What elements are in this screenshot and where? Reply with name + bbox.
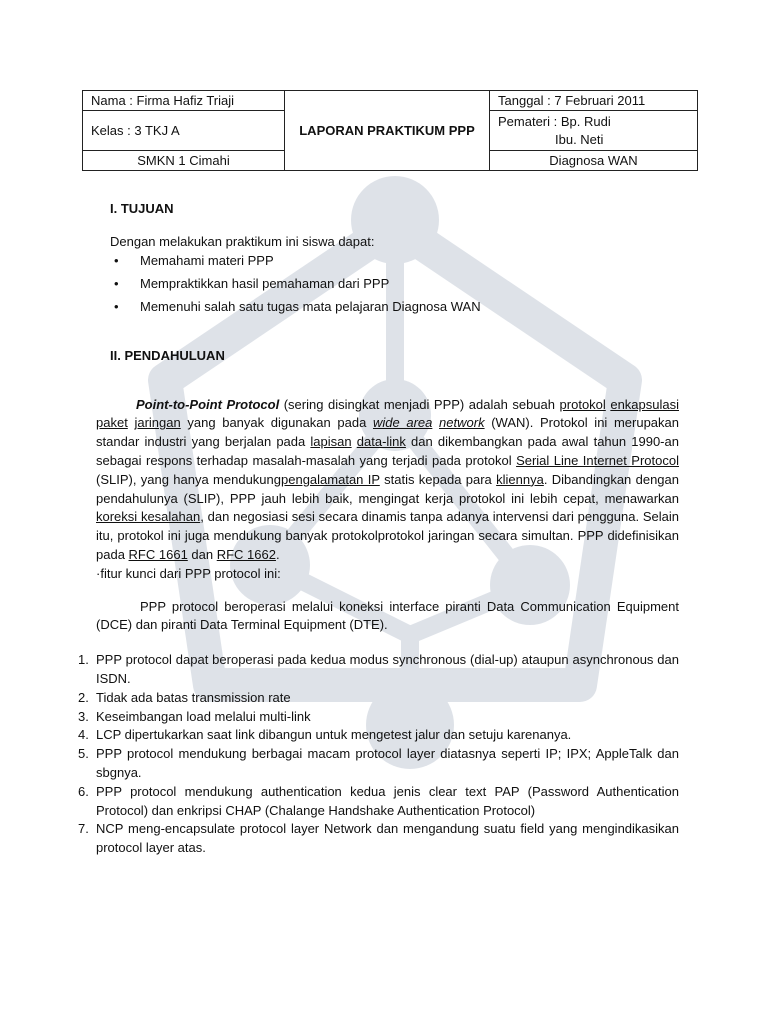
report-date: Tanggal : 7 Februari 2011 xyxy=(490,91,698,111)
pendahuluan-paragraph-1: Point-to-Point Protocol (sering disingkat menjadi PPP) adalah sebuah protokol enkapsulasi paket jaringan yang banyak digunakan pada wide area network (WAN). Protokol ini merupakan standar industri yang berjalan pada lapisan data-link dan dikembangkan pada awal tahun 1990-an sebagai respons terhadap masalah-masalah yang terjadi pada protokol Serial Line Internet Protocol (SLIP), yang hanya mendukungpengalamatan IP statis kepada para kliennya. Dibandingkan dengan pendahulunya (SLIP), PPP jauh lebih baik, mengingat kerja protokol ini lebih cepat, menawarkan koreksi kesalahan, dan negosiasi sesi secara dinamis tanpa adanya intervensi dari pengguna. Selain itu, protokol ini juga mendukung banyak protokolprotokol jaringan secara simultan. PPP didefinisikan pada RFC 1661 dan RFC 1662. ·fitur kunci dari PPP protocol ini: xyxy=(96,396,680,581)
link-data-link[interactable]: data-link xyxy=(356,434,406,450)
list-item-text: Memenuhi salah satu tugas mata pelajaran Diagnosa WAN xyxy=(140,298,481,314)
list-item: 5. PPP protocol mendukung berbagai macam protocol layer diatasnya seperti IP; IPX; AppleTalk dan sbgnya. xyxy=(78,746,679,780)
list-item-text: Memahami materi PPP xyxy=(140,252,274,268)
link-kliennya[interactable]: kliennya xyxy=(496,471,544,487)
list-item xyxy=(96,298,679,317)
pendahuluan-paragraph-2: PPP protocol beroperasi melalui koneksi interface piranti Data Communication Equipment (DCE) dan piranti Data Terminal Equipment (DTE). xyxy=(96,598,679,633)
ppp-term: Point-to-Point Protocol xyxy=(136,396,280,412)
link-slip[interactable]: Serial Line Internet Protocol xyxy=(516,452,679,468)
link-koreksi-kesalahan[interactable]: koreksi kesalahan xyxy=(96,509,201,525)
fitur-list xyxy=(78,651,679,858)
link-pengalamatan-ip[interactable]: pengalamatan IP xyxy=(281,471,380,487)
school-name: SMKN 1 Cimahi xyxy=(83,151,285,171)
list-item: 2. Tidak ada batas transmission rate xyxy=(78,689,291,705)
subject-name: Diagnosa WAN xyxy=(490,151,698,171)
link-protokol[interactable]: protokol xyxy=(559,396,606,412)
link-wide-area[interactable]: wide area xyxy=(372,415,433,431)
list-item: 1. PPP protocol dapat beroperasi pada kedua modus synchronous (dial-up) ataupun asynchronous dan ISDN. xyxy=(78,652,679,686)
list-item: 7. NCP meng-encapsulate protocol layer Network dan mengandung suatu field yang mengindikasikan protocol layer atas. xyxy=(78,821,679,856)
tujuan-intro: Dengan melakukan praktikum ini siswa dapat: xyxy=(110,233,375,249)
student-class: Kelas : 3 TKJ A xyxy=(83,111,285,151)
fitur-intro: ·fitur kunci dari PPP protocol ini: xyxy=(96,565,281,581)
student-name: Nama : Firma Hafiz Triaji xyxy=(83,91,285,111)
link-rfc-1661[interactable]: RFC 1661 xyxy=(128,546,188,562)
link-lapisan[interactable]: lapisan xyxy=(310,434,352,450)
bullet-icon: • xyxy=(114,252,119,268)
link-jaringan[interactable]: jaringan xyxy=(134,415,181,431)
report-title-text: LAPORAN PRAKTIKUM PPP xyxy=(299,123,475,138)
bullet-icon: • xyxy=(114,275,119,291)
link-paket[interactable]: paket xyxy=(96,415,128,431)
report-body xyxy=(78,200,680,858)
report-title xyxy=(285,91,490,171)
list-item xyxy=(96,252,679,271)
instructor-2: Ibu. Neti xyxy=(555,131,604,147)
link-enkapsulasi[interactable]: enkapsulasi xyxy=(610,396,679,412)
section-heading-tujuan: I. TUJUAN xyxy=(110,201,174,216)
list-item-text: Mempraktikkan hasil pemahaman dari PPP xyxy=(140,275,390,291)
link-network[interactable]: network xyxy=(439,415,485,431)
list-item: 6. PPP protocol mendukung authentication kedua jenis clear text PAP (Password Authentication Protocol) dan enkripsi CHAP (Chalange Handshake Authentication Protocol) xyxy=(78,783,679,818)
bullet-icon: • xyxy=(114,298,119,314)
list-item: 3. Keseimbangan load melalui multi-link xyxy=(78,708,311,724)
report-header-table xyxy=(82,90,698,171)
link-rfc-1662[interactable]: RFC 1662 xyxy=(216,546,276,562)
instructors xyxy=(490,111,698,151)
instructor-1: Pemateri : Bp. Rudi xyxy=(498,113,611,129)
section-heading-pendahuluan: II. PENDAHULUAN xyxy=(110,347,225,363)
list-item xyxy=(96,275,679,294)
tujuan-list xyxy=(96,252,679,317)
list-item: 4. LCP dipertukarkan saat link dibangun untuk mengetest jalur dan setuju karenanya. xyxy=(78,727,572,743)
